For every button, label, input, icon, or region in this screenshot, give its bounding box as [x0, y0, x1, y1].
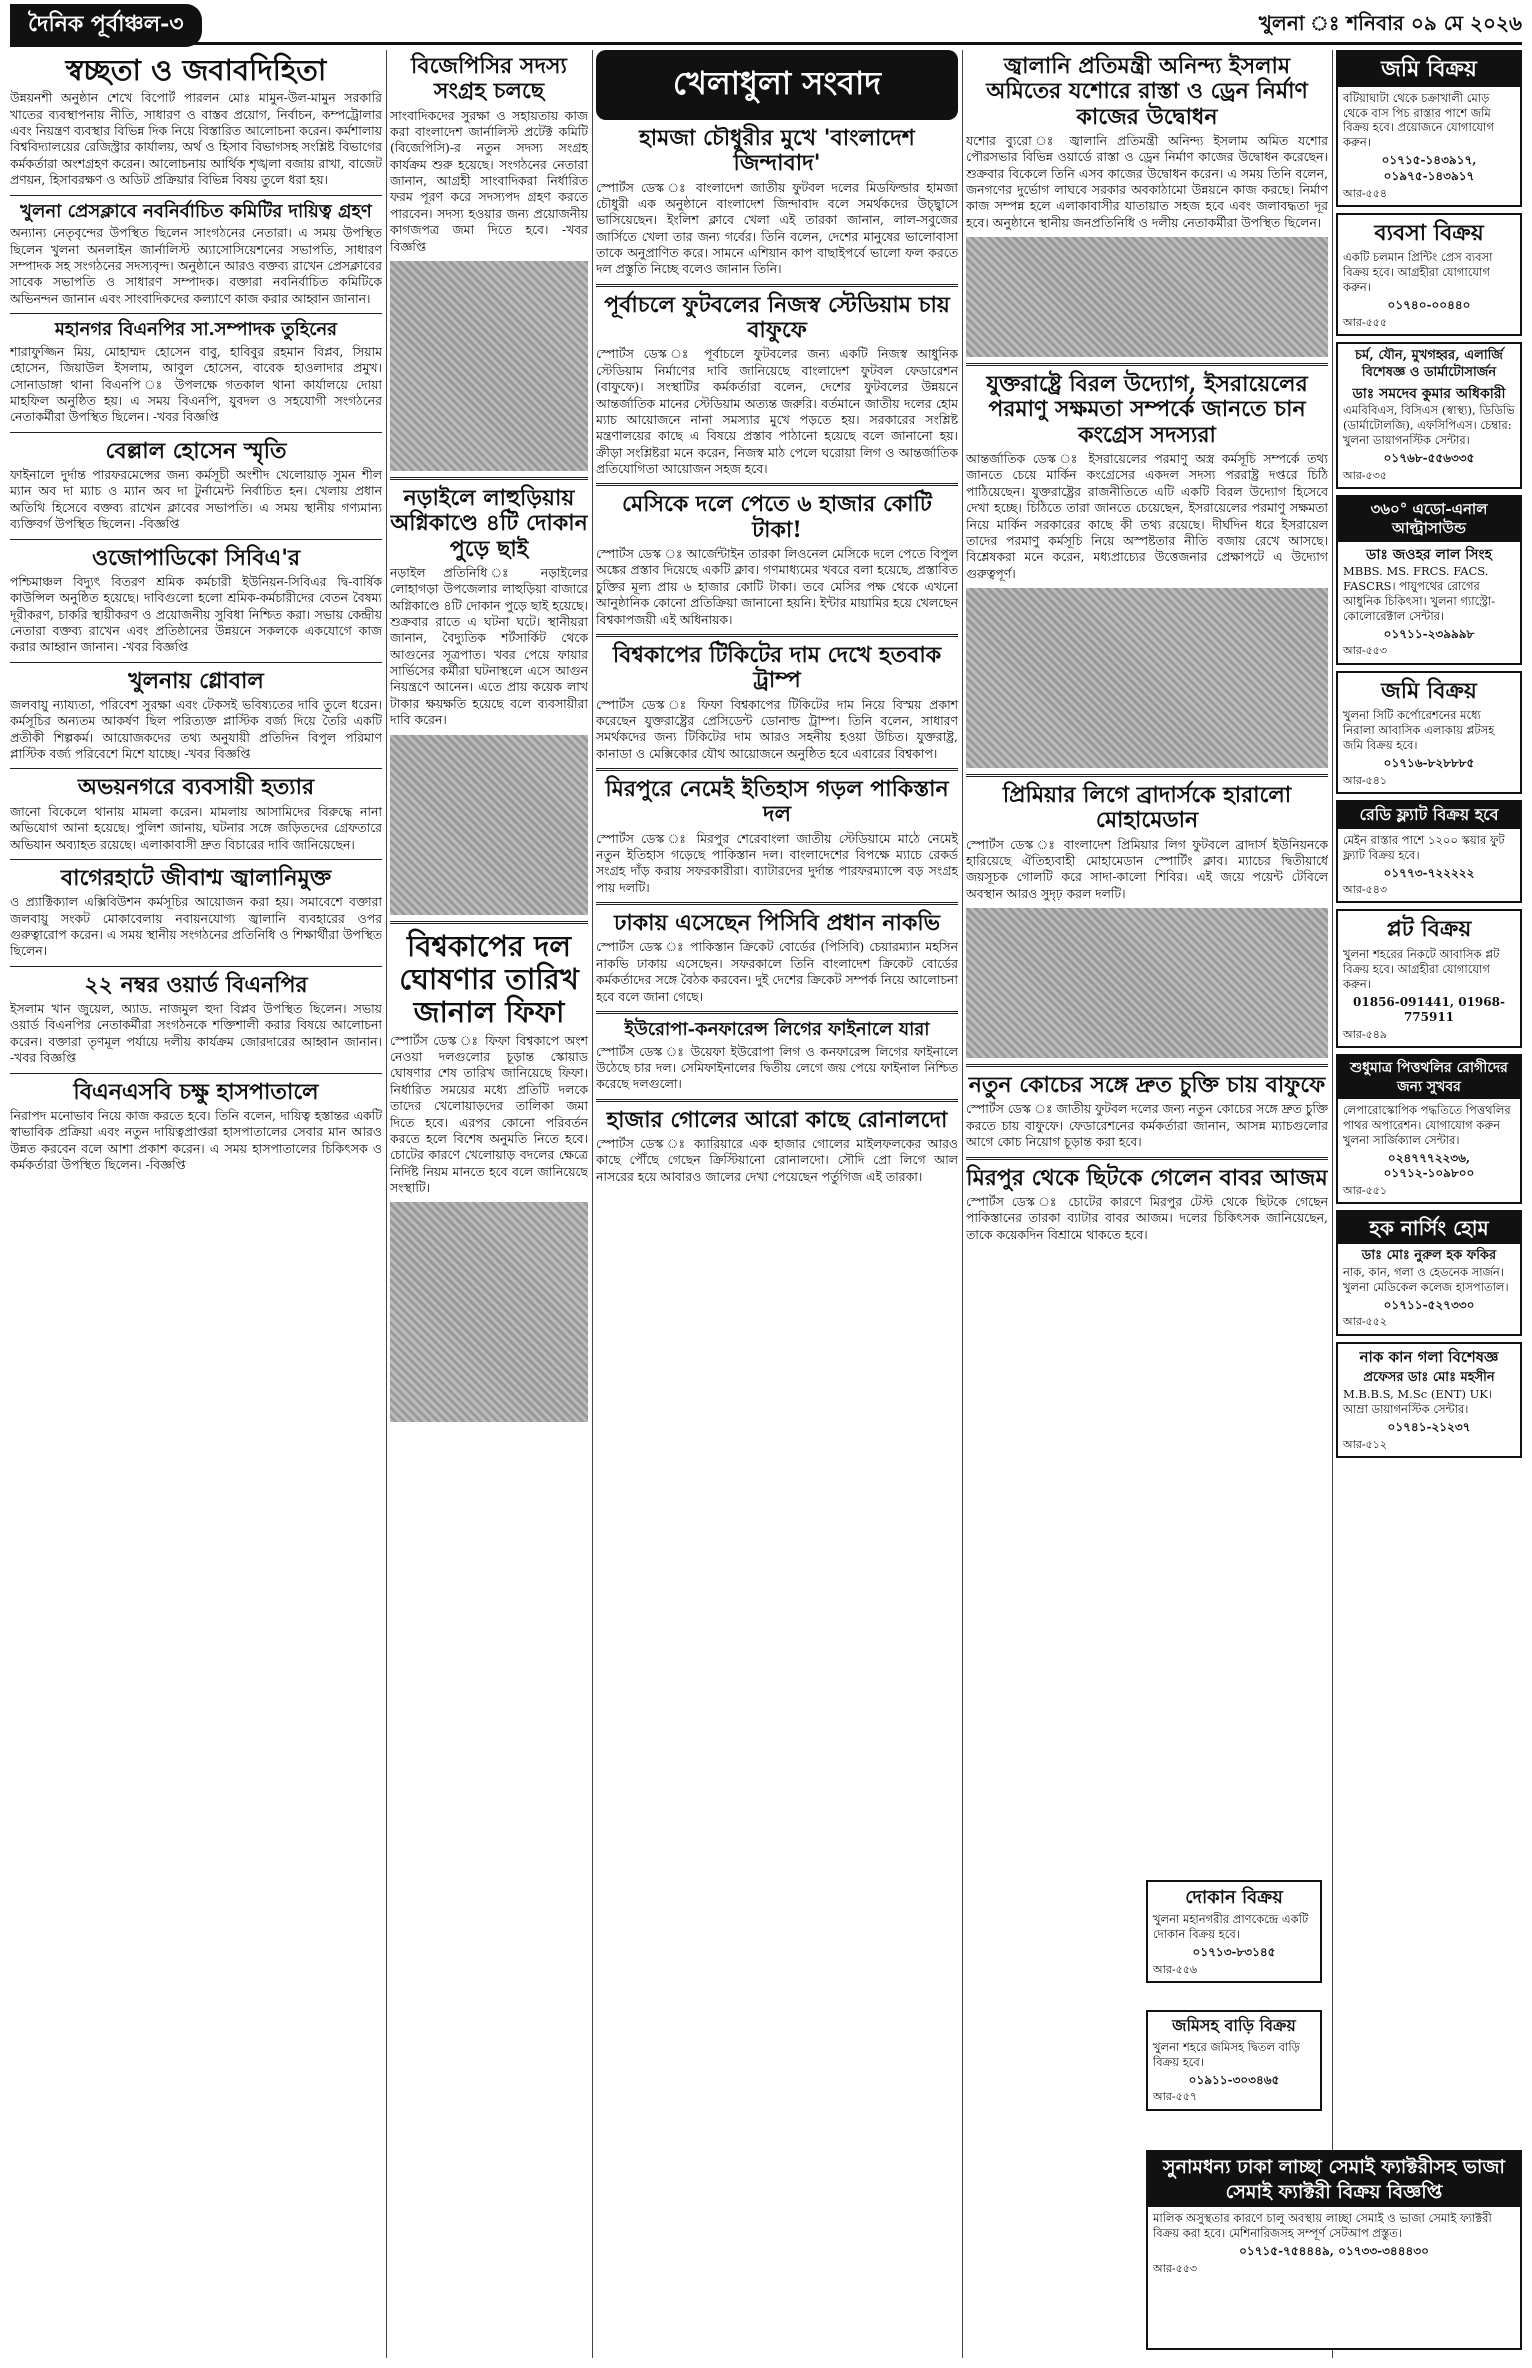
column-divider — [962, 50, 963, 2358]
headline: ২২ নম্বর ওয়ার্ড বিএনপির — [84, 971, 308, 998]
article-body: জানো বিকেলে থানায় মামলা করেন। মামলায় আসামিদের বিরুদ্ধে নানা অভিযোগ আনা হয়েছে। পুলিশ জানায়, ঘটনার সঙ্গে জড়িতদের গ্রেফতারে অভিযান অব্যাহত রয়েছে। এলাকাবাসী দ্রুত বিচারের দাবি জানিয়েছেন। — [10, 803, 382, 852]
news-photo — [390, 735, 588, 915]
headline: পূর্বাচলে ফুটবলের নিজস্ব স্টেডিয়াম চায় বাফুফে — [604, 291, 950, 344]
column-2 — [390, 50, 588, 2358]
headline: বিশ্বকাপের দল ঘোষণার তারিখ জানাল ফিফা — [399, 928, 579, 1030]
column-divider — [1332, 50, 1333, 2358]
news-photo — [390, 261, 588, 471]
column-1 — [10, 50, 382, 2358]
headline: প্রিমিয়ার লিগে ব্রাদার্সকে হারালো মোহামেডান — [1002, 782, 1292, 834]
article-body: নড়াইল প্রতিনিধি ঃ নড়াইলের লোহাগড়া উপজেলার লাহুড়িয়া বাজারে অগ্নিকাণ্ডে ৪টি দোকান পুড়ে ছাই হয়েছে। শুক্রবার রাতে এ ঘটনা ঘটে। স্থানীয়রা জানান, বৈদ্যুতিক শর্টসার্কিট থেকে আগুনের সূত্রপাত। খবর পেয়ে ফায়ার সার্ভিসের কর্মীরা ঘটনাস্থলে এসে আগুন নিয়ন্ত্রণে আনেন। এতে প্রায় কয়েক লাখ টাকার ক্ষয়ক্ষতি হয়েছে বলে ব্যবসায়ীরা দাবি করেন। — [390, 564, 588, 728]
article-body: শারাফুজ্জিন মিয়, মোহাম্মদ হোসেন বাবু, হাবিবুর রহমান বিপ্লব, সিয়াম হোসেন, জিয়াউল ইসলাম, আবুল হোসেন, বাবেক হাওলাদার প্রমুখ। সোনাডাঙ্গা থানা বিএনপি ঃ উপলক্ষে গতকাল থানা কার্যালয়ে দোয়া মাহফিল অনুষ্ঠিত হয়। এ সময় বিএনপি, যুবদল ও সহযোগী সংগঠনের নেতাকর্মীরা উপস্থিত ছিলেন। -খবর বিজ্ঞপ্তি — [10, 343, 382, 425]
ad-gallbladder: শুধুমাত্র পিত্তথলির রোগীদের জন্য সুখবর লেপারোস্কোপিক পদ্ধতিতে পিত্তথলির পাথর অপারেশন। যোগাযোগ করুন খুলনা সার্জিক্যাল সেন্টার। ০২৪৭৭৭২২৩৬, ০১৭১২-১০৯৮০০ আর-৫৫১ — [1336, 1054, 1522, 1204]
article-body: স্পোর্টস ডেস্ক ঃ ফিফা বিশ্বকাপের টিকিটের দাম নিয়ে বিস্ময় প্রকাশ করেছেন যুক্তরাষ্ট্রের প্রেসিডেন্ট ডোনাল্ড ট্রাম্প। তিনি বলেন, সাধারণ সমর্থকদের জন্য টিকিটের দাম আরও সহনীয় হওয়া উচিত। যুক্তরাষ্ট্র, কানাডা ও মেক্সিকোর যৌথ আয়োজনে অনুষ্ঠিত হবে এবারের বিশ্বকাপ। — [596, 696, 958, 761]
article-body: সাংবাদিকদের সুরক্ষা ও সহায়তায় কাজ করা বাংলাদেশ জার্নালিস্ট প্রটেক্ট কমিটি (বিজেপিসি)-র নতুন সদস্য সংগ্রহ কার্যক্রম শুরু হয়েছে। সংগঠনের নেতারা জানান, আগ্রহী সাংবাদিকরা নির্ধারিত ফরম পূরণ করে সদস্যপদ গ্রহণ করতে পারবেন। সদস্য হওয়ার জন্য প্রয়োজনীয় কাগজপত্র জমা দিতে হবে। -খবর বিজ্ঞপ্তি — [390, 107, 588, 254]
headline: স্বচ্ছতা ও জবাবদিহিতা — [65, 53, 327, 87]
ad-factory-sale: সুনামধন্য ঢাকা লাচ্ছা সেমাই ফ্যাক্টরীসহ ভাজা সেমাই ফ্যাক্টরী বিক্রয় বিজ্ঞপ্তি মালিক অসুস্থতার কারণে চালু অবস্থায় লাচ্ছা সেমাই ও ভাজা সেমাই ফ্যাক্টরী বিক্রয় করা হবে। মেশিনারিজসহ সম্পূর্ণ সেটআপ প্রস্তুত। ০১৭১৫-৭৫৪৪৪৯, ০১৭৩৩-৩৪৪৪৩০ আর-৫৫৩ — [1146, 2150, 1522, 2350]
headline: ঢাকায় এসেছেন পিসিবি প্রধান নাকভি — [613, 910, 941, 937]
article-body: স্পোর্টস ডেস্ক ঃ বাংলাদেশ জাতীয় ফুটবল দলের মিডফিল্ডার হামজা চৌধুরী এক অনুষ্ঠানে বাংলাদেশ জিন্দাবাদ বলে সমর্থকদের উচ্ছ্বাসে ভাসিয়েছেন। ইংলিশ ক্লাবে খেলা এই তারকা জানান, লাল-সবুজের জার্সিতে খেলা তার জন্য গর্বের। তিনি বলেন, দেশের মানুষের ভালোবাসা তাকে অনুপ্রাণিত করে। সামনে এশিয়ান কাপ বাছাইপর্বে ভালো ফল করতে দল প্রস্তুতি নিচ্ছে বলেও জানান তিনি। — [596, 179, 958, 277]
headline: খুলনায় গ্লোবাল — [128, 667, 264, 694]
article-body: নিরাপদ মনোভাব নিয়ে কাজ করতে হবে। তিনি বলেন, দায়িত্ব হস্তান্তর একটি স্বাভাবিক প্রক্রিয়া এবং নতুন দায়িত্বপ্রাপ্তরা হাসপাতালের সেবার মান আরও উন্নত করবেন বলে আশা প্রকাশ করেন। এ সময় হাসপাতালের চিকিৎসক ও কর্মকর্তারা উপস্থিত ছিলেন। -বিজ্ঞপ্তি — [10, 1107, 382, 1172]
ad-shop-sale: দোকান বিক্রয় খুলনা মহানগরীর প্রাণকেন্দ্রে একটি দোকান বিক্রয় হবে। ০১৭১৩-৮৩১৪৫ আর-৫৫৬ — [1146, 1880, 1322, 1983]
ad-business-sale: ব্যবসা বিক্রয় একটি চলমান প্রিন্টিং প্রেস ব্যবসা বিক্রয় হবে। আগ্রহীরা যোগাযোগ করুন। ০১৭৪০-০০৪৪০ আর-৫৫৫ — [1336, 213, 1522, 336]
article-body: পশ্চিমাঞ্চল বিদ্যুৎ বিতরণ শ্রমিক কর্মচারী ইউনিয়ন-সিবিএর দ্বি-বার্ষিক কাউন্সিল অনুষ্ঠিত হয়েছে। দাবিগুলো হলো শ্রমিক-কর্মচারীদের বেতন বৈষম্য দূরীকরণ, চাকরি স্থায়ীকরণ ও প্রয়োজনীয় সুবিধা নিশ্চিত করা। সভায় কেন্দ্রীয় নেতারা বক্তব্য রাখেন এবং প্রতিষ্ঠানের উন্নয়নে সকলকে একযোগে কাজ করার আহ্বান জানান। -খবর বিজ্ঞপ্তি — [10, 573, 382, 655]
article-body: স্পোর্টস ডেস্ক ঃ পাকিস্তান ক্রিকেট বোর্ডের (পিসিবি) চেয়ারম্যান মহসিন নাকভি ঢাকায় এসেছেন। সফরকালে তিনি বাংলাদেশ ক্রিকেট বোর্ডের কর্মকর্তাদের সঙ্গে বৈঠক করবেন। দুই দেশের ক্রিকেট সম্পর্ক নিয়ে আলোচনা হবে বলে জানা গেছে। — [596, 939, 958, 1004]
section-banner: খেলাধুলা সংবাদ — [596, 50, 958, 120]
headline: বিশ্বকাপের টিকিটের দাম দেখে হতবাক ট্রাম্প — [612, 641, 942, 694]
headline: নতুন কোচের সঙ্গে দ্রুত চুক্তি চায় বাফুফে — [968, 1072, 1326, 1099]
news-photo — [966, 588, 1328, 768]
news-photo — [966, 237, 1328, 357]
headline: মিরপুরে নেমেই ইতিহাস গড়ল পাকিস্তান দল — [605, 776, 949, 828]
headline: বাগেরহাটে জীবাশ্ম জ্বালানিমুক্ত — [60, 864, 332, 891]
article-body: অন্যান্য নেতৃবৃন্দের উপস্থিত ছিলেন সাংগঠনের নেতারা। এ সময় উপস্থিত ছিলেন খুলনা অনলাইন জার্নালিস্ট অ্যাসোসিয়েশনের সভাপতি, সাধারণ সম্পাদক সহ সংগঠনের সদস্যবৃন্দ। অনুষ্ঠানে আরও বক্তব্য রাখেন প্রেসক্লাবের সাবেক সভাপতি ও সাধারণ সম্পাদক। বক্তারা নবনির্বাচিত কমিটিকে অভিনন্দন জানান এবং সাংবাদিকদের কল্যাণে কাজ করার আহ্বান জানান। — [10, 225, 382, 306]
column-3 — [596, 50, 958, 2358]
headline: নড়াইলে লাহুড়িয়ায় অগ্নিকাণ্ডে ৪টি দোকান পুড়ে ছাই — [390, 484, 588, 562]
article-body: স্পোর্টস ডেস্ক ঃ উয়েফা ইউরোপা লিগ ও কনফারেন্স লিগের ফাইনালে উঠেছে চার দল। সেমিফাইনালের দ্বিতীয় লেগে জয় পেয়ে ফাইনাল নিশ্চিত করেছে দলগুলো। — [596, 1043, 958, 1092]
headline: বেল্লাল হোসেন স্মৃতি — [105, 437, 287, 464]
article-body: স্পোর্টস ডেস্ক ঃ চোটের কারণে মিরপুর টেস্ট থেকে ছিটকে গেছেন পাকিস্তানের তারকা ব্যাটার বাবর আজম। দলের চিকিৎসক জানিয়েছেন, তাকে কয়েকদিন বিশ্রামে থাকতে হবে। — [966, 1193, 1328, 1242]
article-body: ইসলাম খান জুয়েল, অ্যাড. নাজমুল হুদা বিপ্লব উপস্থিত ছিলেন। সভায় ওয়ার্ড বিএনপির নেতাকর্মীরা সংগঠনকে শক্তিশালী করার বিষয়ে আলোচনা করেন। বক্তারা তৃণমূল পর্যায়ে দলীয় কার্যক্রম জোরদারের আহ্বান জানান। -খবর বিজ্ঞপ্তি — [10, 1001, 382, 1066]
article-body: যশোর ব্যুরো ঃ জ্বালানি প্রতিমন্ত্রী অনিন্দ্য ইসলাম অমিত যশোর পৌরসভার বিভিন্ন ওয়ার্ডে রাস্তা ও ড্রেন নির্মাণ কাজের উদ্বোধন করেছেন। শুক্রবার বিকেলে তিনি এসব কাজের উদ্বোধন করেন। এ সময় তিনি বলেন, জনগণের দুর্ভোগ লাঘবে সরকার অবকাঠামো উন্নয়নে কাজ করছে। নির্মাণ কাজ সম্পন্ন হলে এলাকাবাসীর যাতায়াত সহজ হবে এবং জলাবদ্ধতা দূর হবে। অনুষ্ঠানে স্থানীয় জনপ্রতিনিধি ও দলীয় নেতাকর্মীরা উপস্থিত ছিলেন। — [966, 132, 1328, 230]
headline: হামজা চৌধুরীর মুখে 'বাংলাদেশ জিন্দাবাদ' — [639, 125, 915, 177]
headline: বিএনএসবি চক্ষু হাসপাতালে — [73, 1078, 319, 1105]
headline: ইউরোপা-কনফারেন্স লিগের ফাইনালে যারা — [624, 1018, 930, 1040]
date-line: খুলনা ঃ শনিবার ০৯ মে ২০২৬ — [1258, 10, 1522, 35]
column-divider — [386, 50, 387, 2358]
article-body: ফাইনালে দুর্দান্ত পারফরমেন্সের জন্য কর্মসূচী অংশীদ খেলোয়াড় সুমন শীল ম্যান অব দা ম্যাচ ও ম্যান অব দা টুর্নামেন্ট নির্বাচিত হন। খেলায় প্রধান অতিথি হিসেবে বক্তব্য রাখেন ক্লাবের সভাপতি। এ সময় স্থানীয় গণ্যমান্য ব্যক্তিবর্গ উপস্থিত ছিলেন। -বিজ্ঞপ্তি — [10, 467, 382, 532]
masthead — [10, 8, 1522, 45]
headline: অভয়নগরে ব্যবসায়ী হত্যার — [77, 774, 315, 801]
article-body: আন্তর্জাতিক ডেস্ক ঃ ইসরায়েলের পরমাণু অস্ত্র কর্মসূচি সম্পর্কে তথ্য জানতে চেয়ে মার্কিন কংগ্রেসের একদল সদস্য পররাষ্ট্র দপ্তরে চিঠি পাঠিয়েছেন। যুক্তরাষ্ট্রের রাজনীতিতে এটি একটি বিরল উদ্যোগ হিসেবে দেখা হচ্ছে। চিঠিতে তারা জানতে চেয়েছেন, ইসরায়েলের পরমাণু সক্ষমতা নিয়ে মার্কিন সরকারের কাছে কী তথ্য রয়েছে। দীর্ঘদিন ধরে ইসরায়েল তাদের পরমাণু কর্মসূচি নিয়ে অস্পষ্টতার নীতি বজায় রেখে আসছে। বিশ্লেষকরা মনে করেন, মধ্যপ্রাচ্যের উত্তেজনার প্রেক্ষাপটে এ উদ্যোগ গুরুত্বপূর্ণ। — [966, 451, 1328, 581]
news-photo — [966, 908, 1328, 1058]
ad-house-sale: জমিসহ বাড়ি বিক্রয় খুলনা শহরে জমিসহ দ্বিতল বাড়ি বিক্রয় হবে। ০১৯১১-৩০৩৪৬৫ আর-৫৫৭ — [1146, 2010, 1322, 2111]
page-label: দৈনিক পূর্বাঞ্চল-৩ — [10, 4, 202, 47]
article-body: স্পোর্টস ডেস্ক ঃ জাতীয় ফুটবল দলের জন্য নতুন কোচের সঙ্গে দ্রুত চুক্তি করতে চায় বাফুফে। ফেডারেশনের কর্মকর্তারা জানান, আসন্ন ম্যাচগুলোর আগে কোচ নিয়োগ চূড়ান্ত করা হবে। — [966, 1101, 1328, 1150]
ad-plot-sale: প্লট বিক্রয় খুলনা শহরের নিকটে আবাসিক প্লট বিক্রয় হবে। আগ্রহীরা যোগাযোগ করুন। 01856-091441, 01968-775911 আর-৫৪৯ — [1336, 909, 1522, 1048]
article-body: স্পোর্টস ডেস্ক ঃ ফিফা বিশ্বকাপে অংশ নেওয়া দলগুলোর চূড়ান্ত স্কোয়াড ঘোষণার শেষ তারিখ জানিয়েছে ফিফা। নির্ধারিত সময়ের মধ্যে প্রতিটি দলকে তাদের খেলোয়াড়দের তালিকা জমা দিতে হবে। এরপর কোনো পরিবর্তন করতে হলে বিশেষ অনুমতি নিতে হবে। চোটের কারণে খেলোয়াড় বদলের ক্ষেত্রে নির্দিষ্ট নিয়ম মানতে হবে বলে জানিয়েছে সংস্থাটি। — [390, 1032, 588, 1196]
column-divider — [592, 50, 593, 2358]
article-body: স্পোর্টস ডেস্ক ঃ আর্জেন্টাইন তারকা লিওনেল মেসিকে দলে পেতে বিপুল অঙ্কের প্রস্তাব দিয়েছে একটি ক্লাব। গণমাধ্যমের খবরে বলা হয়েছে, প্রস্তাবিত চুক্তির মূল্য প্রায় ৬ হাজার কোটি টাকা। তবে মেসির পক্ষ থেকে এখনো আনুষ্ঠানিক কোনো প্রতিক্রিয়া জানানো হয়নি। ইন্টার মায়ামির হয়ে খেলছেন বিশ্বকাপজয়ী এই অধিনায়ক। — [596, 546, 958, 627]
headline: যুক্তরাষ্ট্রে বিরল উদ্যোগ, ইসরায়েলের পরমাণু সক্ষমতা সম্পর্কে জানতে চান কংগ্রেস সদস্যরা — [986, 371, 1308, 448]
article-body: উন্নয়নশী অনুষ্ঠান শেখে বিপোর্ট পারলন মোঃ মামুন-উল-মামুন সরকারি খাতের ব্যবস্থাপনায় নীতি, সাধারণ ও বাস্তব প্রয়োগ, নির্বাচন, কম্পট্রোলার এবং নিয়ন্ত্রণ ব্যবস্থার বিভিন্ন দিক নিয়ে বিস্তারিত আলোচনা করেন। কর্মশালায় বিশ্ববিদ্যালয়ের রেজিস্ট্রার কার্যালয়, অর্থ ও হিসাব বিভাগসহ সংশ্লিষ্ট বিভাগের কর্মকর্তারা অংশগ্রহণ করেন। আলোচনায় আর্থিক শৃঙ্খলা বজায় রাখা, বাজেট প্রণয়ন, হিসাবরক্ষণ ও অডিট প্রক্রিয়ার বিভিন্ন বিষয় তুলে ধরা হয়। — [10, 90, 382, 188]
headline: মহানগর বিএনপির সা.সম্পাদক তুহিনের — [54, 319, 338, 341]
article-body: স্পোর্টস ডেস্ক ঃ মিরপুর শেরেবাংলা জাতীয় স্টেডিয়ামে মাঠে নেমেই নতুন ইতিহাস গড়েছে পাকিস্তান দল। বাংলাদেশের বিপক্ষে ম্যাচে রেকর্ড সংগ্রহ দাঁড় করায় সফরকারীরা। ব্যাটারদের দুর্দান্ত পারফরম্যান্সে বড় সংগ্রহ পায় দলটি। — [596, 830, 958, 895]
headline: মিরপুর থেকে ছিটকে গেলেন বাবর আজম — [966, 1164, 1328, 1191]
article-body: স্পোর্টস ডেস্ক ঃ পূর্বাচলে ফুটবলের জন্য একটি নিজস্ব আধুনিক স্টেডিয়াম নির্মাণের দাবি জানিয়েছে বাংলাদেশ ফুটবল ফেডারেশন (বাফুফে)। সংস্থাটির কর্মকর্তারা বলেন, দেশের ফুটবলের উন্নয়নে আন্তর্জাতিক মানের স্টেডিয়াম অত্যন্ত জরুরি। বর্তমানে জাতীয় দলের হোম ম্যাচ আয়োজনে নানা সমস্যার মুখে পড়তে হয়। সরকারের সংশ্লিষ্ট মন্ত্রণালয়ের কাছে এ বিষয়ে প্রস্তাব পাঠানো হয়েছে বলে জানানো হয়। ক্রীড়া সংশ্লিষ্টরা মনে করেন, নিজস্ব মাঠ পেলে ঘরোয়া লিগ ও আন্তর্জাতিক প্রতিযোগিতা আয়োজন সহজ হবে। — [596, 346, 958, 477]
headline: ওজোপাডিকো সিবিএ'র — [91, 544, 301, 571]
ad-nursing-home: হক নার্সিং হোম ডাঃ মোঃ নুরুল হক ফকির নাক, কান, গলা ও হেডনেক সার্জন। খুলনা মেডিকেল কলেজ হাসপাতাল। ০১৭১১-৫২৭৩৩০ আর-৫৫২ — [1336, 1210, 1522, 1336]
headline: বিজেপিসির সদস্য সংগ্রহ চলছে — [411, 53, 567, 105]
columns — [10, 50, 1522, 2358]
ad-flat-sale: রেডি ফ্ল্যাট বিক্রয় হবে মেইন রাস্তার পাশে ১২০০ স্কয়ার ফুট ফ্ল্যাট বিক্রয় হবে। ০১৭৭৩-৭২২২২২ আর-৫৪৩ — [1336, 800, 1522, 904]
headline: খুলনা প্রেসক্লাবে নবনির্বাচিত কমিটির দায়িত্ব গ্রহণ — [20, 200, 372, 222]
ad-ultrasound: ৩৬০° এডো-এনাল আল্ট্রাসাউন্ড ডাঃ জওহর লাল সিংহ MBBS. MS. FRCS. FACS. FASCRS। পায়ুপথের রোগের আধুনিক চিকিৎসা। খুলনা গ্যাস্ট্রো-কোলোরেক্টাল সেন্টার। ০১৭১১-২৩৯৯৯৮ আর-৫৫৩ — [1336, 495, 1522, 665]
news-photo — [390, 1202, 588, 1422]
headline: মেসিকে দলে পেতে ৬ হাজার কোটি টাকা! — [622, 491, 932, 543]
article-body: ও প্র্যাক্টিক্যাল এক্সিবিউশন কর্মসূচির আয়োজন করা হয়। সমাবেশে বক্তারা জলবায়ু সংকট মোকাবেলায় নবায়নযোগ্য জ্বালানি ব্যবহারের ওপর গুরুত্বারোপ করেন। এ সময় স্থানীয় সংগঠনের প্রতিনিধি ও শিক্ষার্থীরা উপস্থিত ছিলেন। — [10, 894, 382, 959]
headline: জ্বালানি প্রতিমন্ত্রী অনিন্দ্য ইসলাম অমিতের যশোরে রাস্তা ও ড্রেন নির্মাণ কাজের উদ্বোধন — [986, 53, 1308, 130]
article-body: জলবায়ু ন্যায্যতা, পরিবেশ সুরক্ষা এবং টেকসই ভবিষ্যতের দাবি তুলে ধরেন। কর্মসূচির অন্যতম আকর্ষণ ছিল পরিত্যক্ত প্লাস্টিক বর্জ্য দিয়ে তৈরি একটি প্রতীকী শিল্পকর্ম। আয়োজকদের তথ্য অনুযায়ী প্রতিদিন বিপুল পরিমাণ প্লাস্টিক বর্জ্য পরিবেশে মিশে যাচ্ছে। -খবর বিজ্ঞপ্তি — [10, 696, 382, 762]
column-ads — [1336, 50, 1522, 2358]
article-body: স্পোর্টস ডেস্ক ঃ ক্যারিয়ারে এক হাজার গোলের মাইলফলকের আরও কাছে পৌঁছে গেছেন ক্রিস্টিয়ানো রোনালদো। সৌদি প্রো লিগে আল নাসরের হয়ে আবারও জালের দেখা পেয়েছেন পর্তুগিজ এই তারকা। — [596, 1136, 958, 1184]
article-body: স্পোর্টস ডেস্ক ঃ বাংলাদেশ প্রিমিয়ার লিগ ফুটবলে ব্রাদার্স ইউনিয়নকে হারিয়েছে ঐতিহ্যবাহী মোহামেডান স্পোর্টিং ক্লাব। ম্যাচের দ্বিতীয়ার্ধে জয়সূচক গোলটি করে সাদা-কালো শিবির। এই জয়ে পয়েন্ট টেবিলে অবস্থান আরও সুদৃঢ় করল দলটি। — [966, 836, 1328, 901]
ad-ent: নাক কান গলা বিশেষজ্ঞ প্রফেসর ডাঃ মোঃ মহসীন M.B.B.S, M.Sc (ENT) UK। আম্রা ডায়াগনস্টিক সেন্টার। ০১৭৪১-২১২৩৭ আর-৫১২ — [1336, 1342, 1522, 1458]
ad-land-sale: জমি বিক্রয় বটিয়াঘাটা থেকে চক্রাখালী মোড় থেকে বাস পিচ রাস্তার পাশে জমি বিক্রয় হবে। প্রয়োজনে যোগাযোগ করুন। ০১৭১৫-১৪৩৯১৭, ০১৯৭৫-১৪৩৯১৭ আর-৫৫৪ — [1336, 50, 1522, 207]
headline: হাজার গোলের আরো কাছে রোনালদো — [606, 1106, 948, 1133]
ad-land-sale-2: জমি বিক্রয় খুলনা সিটি কর্পোরেশনের মধ্যে নিরালা আবাসিক এলাকায় প্লটসহ জমি বিক্রয় হবে। ০১৭১৬-৮২৮৮৮৫ আর-৫৪১ — [1336, 671, 1522, 794]
ad-dermatologist: চর্ম, যৌন, মুখগহ্বর, এলার্জি বিশেষজ্ঞ ও ডার্মাটোসার্জন ডাঃ সমদেব কুমার অধিকারী এমবিবিএস, বিসিএস (স্বাস্থ্য), ডিডিভি (ডার্মাটোলজি), এফসিপিএস। চেম্বার: খুলনা ডায়াগনস্টিক সেন্টার। ০১৭৬৮-৫৫৬৩৩৫ আর-৫৩৫ — [1336, 342, 1522, 489]
